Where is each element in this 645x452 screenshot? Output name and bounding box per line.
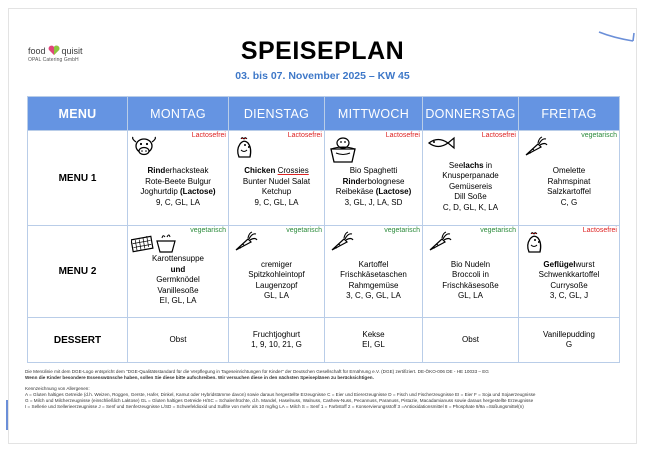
dish-text-part: Omelette <box>552 166 586 175</box>
dish-text-part: Currysoße <box>550 280 588 290</box>
dish-text-part: Bunter Nudel Salat <box>242 176 311 186</box>
allergen-codes: 3, GL, J, LA, SD <box>344 197 403 207</box>
fish-icon <box>426 136 456 152</box>
dish-text-part: Chicken <box>244 166 278 175</box>
dish-line <box>519 177 619 188</box>
chicken-icon <box>232 136 256 162</box>
dish-text <box>519 330 619 351</box>
footer-wishes-note: Wenn die Kinder besondere Essenswünsche haben, sollen Sie diese bitte aufschreiben. Wir versuchen diese in den nächsten Speiseplänen zu berücksichtigen. <box>25 375 374 380</box>
dish-text-part: Knusperpanade <box>442 171 499 181</box>
dish-text-part: Frischkäsetaschen <box>340 270 407 279</box>
dish-line <box>423 182 518 193</box>
dish-line <box>519 281 619 292</box>
vegetarisch-badge: vegetarisch <box>190 227 226 234</box>
dish-cell <box>519 131 620 226</box>
dish-text-part: Salzkartoffel <box>547 187 591 196</box>
dish-line <box>128 275 228 286</box>
dish-line <box>423 281 518 292</box>
header-mittwoch: MITTWOCH <box>325 97 423 131</box>
dish-text <box>519 166 619 208</box>
dish-line <box>128 335 228 346</box>
dish-line <box>423 270 518 281</box>
footer-allergen-line: A = Gluten haltiges Getreide (d.h. Weizen, Roggen, Gerste, Hafer, Dinkel, Kamut oder Hybridstämme davon) sowie daraus hergestellte Erzeugnisse C = Eier und Eiererzeugnisse D = Fisch und Fischerzeugnisse EI = Eier F = Soja und Sojaerzeugnisse <box>25 392 536 397</box>
dish-cell <box>519 318 620 363</box>
dish-cell <box>229 318 325 363</box>
row-label: MENU 2 <box>28 226 128 318</box>
dish-text-part: Gemüsereis <box>448 181 493 191</box>
vegetarisch-badge: vegetarisch <box>384 227 420 234</box>
carrot-icon <box>522 136 548 160</box>
dish-text-part: Karottensuppe <box>151 254 205 264</box>
dish-text-part: Bio Spaghetti <box>349 166 398 175</box>
dish-line <box>519 330 619 341</box>
dish-text <box>325 166 422 208</box>
dish-line <box>229 330 324 341</box>
dish-cell <box>229 226 325 318</box>
dish-line <box>325 166 422 177</box>
logo-subtitle: OPAL Catering GmbH <box>28 57 79 63</box>
dish-text-part: Rahmgemüse <box>348 280 399 290</box>
allergen-codes: GL, LA <box>458 291 483 300</box>
dish-line <box>325 270 422 281</box>
menu-row <box>28 226 620 318</box>
dish-text-part: cremiger <box>260 259 293 269</box>
footer-allergen-line: I = Sellerie und Sellerieerzeugnisse J = Senf und Senferzeugnisse L/SD = Schwefeldioxid und Sulfite von mehr als 10 mg/kg LA = Milch S = Senf 1 = Farbstoff 2 = Konservierungsstoff 3 =Antioxidationsmittel 8 = Phosphate 9/9a =Süßungsmittel(n) <box>25 404 524 409</box>
allergen-codes: 3, C, GL, J <box>549 291 589 300</box>
dish-line <box>423 335 518 346</box>
logo-brand-left: food <box>28 45 46 56</box>
dish-text-part: Rote-Beete Bulgur <box>145 176 211 186</box>
dish-cell <box>128 318 229 363</box>
chicken-icon <box>522 231 546 257</box>
dish-cell <box>519 226 620 318</box>
menu-row <box>28 318 620 363</box>
header-menu: MENU <box>28 97 128 131</box>
dish-line <box>519 270 619 281</box>
dish-cell <box>423 226 519 318</box>
dish-text-part: Rind <box>147 166 166 175</box>
dish-text-part: Bio Nudeln <box>450 259 491 269</box>
dish-text-part: Germknödel <box>156 275 200 285</box>
header-montag: MONTAG <box>128 97 229 131</box>
dish-text-part: (Lactose) <box>375 187 412 196</box>
dish-text-part: in <box>483 160 493 170</box>
dish-line <box>229 166 324 177</box>
dish-line <box>325 187 422 198</box>
header-donnerstag: DONNERSTAG <box>423 97 519 131</box>
dish-line <box>325 260 422 271</box>
header-dienstag: DIENSTAG <box>229 97 325 131</box>
dish-cell <box>325 226 423 318</box>
dish-cell <box>128 131 229 226</box>
dish-text-part: Kekse <box>362 329 385 339</box>
dish-line <box>128 286 228 297</box>
footer-notes <box>25 369 623 410</box>
dish-text-part: Joghurtdip <box>140 187 181 196</box>
dish-text-part: Rind <box>342 176 361 186</box>
dish-text-part: Schwenkkartoffel <box>538 270 600 279</box>
dish-text-part: Spitzkohleintopf <box>248 270 305 279</box>
dish-line <box>229 177 324 188</box>
dish-line <box>423 260 518 271</box>
page-title: SPEISEPLAN <box>240 37 405 65</box>
dish-line <box>423 171 518 182</box>
allergen-codes: C, G <box>560 197 578 207</box>
dish-text-part: wurst <box>575 259 595 269</box>
allergen-codes: 3, C, G, GL, LA <box>346 291 401 300</box>
dish-text-part: lachs <box>463 160 484 170</box>
dish-text-part: Obst <box>169 334 187 344</box>
dish-cell <box>229 131 325 226</box>
dish-text-part: See <box>448 160 464 170</box>
dish-cell <box>325 318 423 363</box>
dish-line <box>325 177 422 188</box>
dish-text-part: Crossies <box>277 166 309 175</box>
menu-row <box>28 131 620 226</box>
dish-cell <box>325 131 423 226</box>
pen-stroke-mark-left <box>6 400 12 430</box>
dish-line <box>229 281 324 292</box>
dish-line <box>128 166 228 177</box>
row-label: DESSERT <box>28 318 128 363</box>
dish-text-part: Kartoffel <box>358 259 389 269</box>
dish-text-part: Broccoli in <box>452 270 489 279</box>
allergen-codes: GL, LA <box>264 291 289 300</box>
row-label: MENU 1 <box>28 131 128 226</box>
carrot-icon <box>426 231 452 255</box>
vegetarisch-badge: vegetarisch <box>286 227 322 234</box>
allergen-codes: EI, GL, LA <box>159 296 197 306</box>
dish-text <box>423 335 518 346</box>
dish-text-part: Vanillepudding <box>543 329 595 339</box>
dish-text-part: (Lactose) <box>180 187 216 196</box>
logo-brand-right: quisit <box>61 45 83 56</box>
dish-text-part: Fruchtjoghurt <box>252 329 301 339</box>
vegetarisch-badge: vegetarisch <box>480 227 516 234</box>
dish-line <box>519 166 619 177</box>
dish-text-part: erbolognese <box>360 176 405 186</box>
vegetarisch-badge: vegetarisch <box>581 132 617 139</box>
dish-cell <box>128 226 229 318</box>
header-freitag: FREITAG <box>519 97 620 131</box>
dish-text <box>128 335 228 346</box>
allergen-codes: 1, 9, 10, 21, G <box>251 340 302 349</box>
dish-line <box>229 260 324 271</box>
dish-text <box>128 166 228 208</box>
dish-cell <box>423 318 519 363</box>
dish-text <box>423 161 518 214</box>
allergen-codes: 9, C, GL, LA <box>155 197 201 207</box>
dish-line <box>423 192 518 203</box>
dish-line <box>519 187 619 198</box>
dish-cell <box>423 131 519 226</box>
dish-text-part: Obst <box>462 334 479 344</box>
allergen-codes: C, D, GL, K, LA <box>442 202 499 212</box>
dish-text-part: Reibekäse <box>335 187 376 196</box>
lactosefrei-badge: Lactosefrei <box>481 132 516 139</box>
dish-text-part: Laugenzopf <box>255 280 298 290</box>
dish-line <box>128 265 228 276</box>
dish-text-part: und <box>170 264 186 274</box>
footer-dge-note: Die Menülinie mit dem DGE-Logo entspricht dem "DGE-Qualitätsstandard für die Verpflegung in Tageseinrichtungen für Kinder" der Deutschen Gesellschaft für Ernährung e.V. (DGE) zertifiziert. DE-ÖKO-006 DE - HE 10033 – EG <box>25 369 489 374</box>
dish-text <box>325 260 422 302</box>
dish-text <box>229 330 324 351</box>
dish-text-part: Rahmspinat <box>547 176 591 186</box>
dish-text-part: erhacksteak <box>165 166 209 175</box>
menu-table <box>27 96 620 363</box>
dish-line <box>423 161 518 172</box>
carrot-icon <box>232 231 258 255</box>
dish-line <box>128 187 228 198</box>
allergen-codes: 9, C, GL, LA <box>254 197 299 207</box>
dish-text-part: Frischkäsesoße <box>442 280 499 290</box>
header-row <box>28 97 620 131</box>
dish-text <box>519 260 619 302</box>
cow-icon <box>131 136 157 160</box>
lactosefrei-badge: Lactosefrei <box>191 132 226 139</box>
dish-text-part: Vanillesoße <box>157 285 199 295</box>
dish-line <box>128 177 228 188</box>
lactosefrei-badge: Lactosefrei <box>582 227 617 234</box>
week-subtitle: 03. bis 07. November 2025 – KW 45 <box>235 70 410 82</box>
dish-line <box>519 260 619 271</box>
dish-text <box>325 330 422 351</box>
footer-allergen-line: G = Milch und Milcherzeugnisse (einschließlich Laktose) GL = Gluten haltiges Getreide H/SC = Schalenfrüchte, d.h. Mandel, Haselnuss, Walnuss, Cashew-Nuss, Pecannuss, Paranuss, Pistazie, Macadamianuss sowie daraus hergestellte Erzeugnisse <box>25 398 534 403</box>
allergen-codes: EI, GL <box>362 340 385 349</box>
dish-text-part: Ketchup <box>261 187 292 196</box>
dish-line <box>325 330 422 341</box>
allergen-codes: G <box>565 340 573 349</box>
carrot-icon <box>328 231 354 255</box>
dish-line <box>128 254 228 265</box>
dish-text <box>423 260 518 302</box>
dish-text-part: Geflügel <box>543 259 576 269</box>
waffle-pot-icon <box>131 231 177 255</box>
dish-line <box>229 270 324 281</box>
footer-allergen-heading: Kennzeichnung von Allergenen: <box>25 386 90 391</box>
dish-text <box>128 254 228 307</box>
lactosefrei-badge: Lactosefrei <box>287 132 322 139</box>
dish-text <box>229 260 324 302</box>
cow-pot-icon <box>328 136 358 166</box>
dish-text <box>229 166 324 208</box>
lactosefrei-badge: Lactosefrei <box>385 132 420 139</box>
dish-line <box>229 187 324 198</box>
dish-text-part: Dill Soße <box>454 192 487 202</box>
dish-line <box>325 281 422 292</box>
